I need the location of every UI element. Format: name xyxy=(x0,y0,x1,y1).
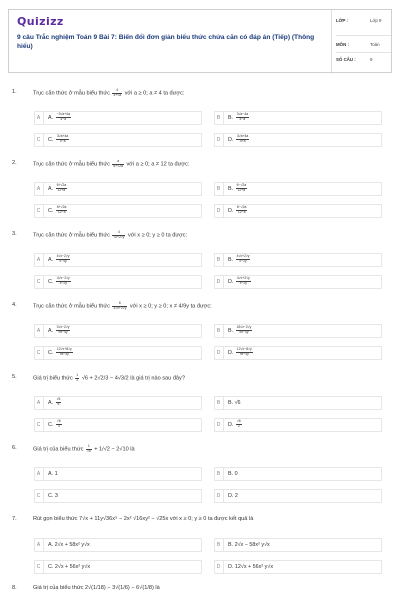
numerator: √6 xyxy=(56,397,61,402)
option-text xyxy=(48,346,74,360)
option-label: C. xyxy=(48,279,55,285)
option-label: B. xyxy=(228,115,235,121)
question-prefix: Trục căn thức ở mẫu biểu thức xyxy=(33,90,112,97)
denominator: x−4y xyxy=(59,259,67,264)
option-d[interactable] xyxy=(214,418,382,432)
denominator: 2 xyxy=(76,377,79,382)
option-a[interactable] xyxy=(34,182,202,196)
numerator: 4√x−2√y xyxy=(56,254,70,259)
option-text xyxy=(228,133,250,147)
option-c[interactable] xyxy=(34,560,202,574)
question-text xyxy=(33,374,185,382)
option-text xyxy=(228,111,250,125)
option-letter: C xyxy=(34,204,44,218)
fraction xyxy=(236,206,248,214)
denominator: 12+a xyxy=(57,188,66,193)
option-text xyxy=(228,253,251,267)
option-text xyxy=(228,346,254,360)
option-label: A. xyxy=(48,328,55,334)
numerator: 1 xyxy=(76,373,79,377)
question-prefix: Giá trị của biểu thức 2√(1/18) − 3√(1/6) − 6√(1/8) là xyxy=(33,585,160,591)
denominator: 3√x+2√y xyxy=(113,305,127,310)
option-text xyxy=(48,396,62,410)
numerator: 6+√2a xyxy=(56,183,67,188)
fraction xyxy=(56,135,69,143)
option-label: B. xyxy=(228,400,235,406)
option-text xyxy=(48,418,63,432)
numerator: 6−√2a xyxy=(236,205,247,210)
denominator: 6+√2a xyxy=(113,163,123,168)
denominator: 6 xyxy=(57,402,60,407)
option-d[interactable] xyxy=(214,489,382,503)
numerator: a xyxy=(112,160,124,165)
denominator: 4−a xyxy=(239,117,246,122)
option-value: √6 xyxy=(234,400,241,406)
header-divider xyxy=(331,10,332,74)
option-text xyxy=(48,467,58,481)
option-c[interactable] xyxy=(34,346,202,360)
option-value: 1 xyxy=(54,471,58,477)
question-suffix: với x ≥ 0; y ≥ 0 ta được: xyxy=(126,232,188,239)
option-label: C. xyxy=(48,208,55,214)
option-label: D. xyxy=(228,493,235,499)
option-letter: A xyxy=(34,538,44,552)
fraction xyxy=(112,302,127,310)
numerator: 3√a+4a xyxy=(56,134,69,139)
fraction xyxy=(56,184,68,192)
question-number: 7. xyxy=(12,516,17,522)
fraction xyxy=(112,160,124,168)
option-text xyxy=(228,204,248,218)
option-box[interactable] xyxy=(214,489,382,503)
option-label: B. xyxy=(228,542,235,548)
option-c[interactable] xyxy=(34,204,202,218)
fraction xyxy=(236,113,249,121)
question-text xyxy=(33,585,160,591)
option-d[interactable] xyxy=(214,560,382,574)
option-box[interactable] xyxy=(34,467,202,481)
option-label: B. xyxy=(228,257,235,263)
option-letter: A xyxy=(34,253,44,267)
option-value: 2√x + 58x² y√x xyxy=(54,542,90,548)
option-text xyxy=(48,324,71,338)
option-text xyxy=(48,275,72,289)
option-label: D. xyxy=(228,137,235,143)
option-text xyxy=(228,182,248,196)
option-value: 3 xyxy=(54,493,58,499)
option-a[interactable] xyxy=(34,111,202,125)
option-label: D. xyxy=(228,279,235,285)
fraction xyxy=(86,445,92,453)
option-c[interactable] xyxy=(34,489,202,503)
option-letter: D xyxy=(214,133,224,147)
question-suffix: + 1/√2 − 2√10 là xyxy=(92,446,135,453)
denominator: 12+a xyxy=(237,188,246,193)
question-suffix: với a ≥ 0; a ≠ 12 ta được: xyxy=(124,161,190,168)
denominator: 12−a xyxy=(57,210,66,215)
option-letter: A xyxy=(34,182,44,196)
option-c[interactable] xyxy=(34,133,202,147)
fraction xyxy=(56,420,62,428)
option-letter: A xyxy=(34,396,44,410)
fraction xyxy=(56,277,71,285)
question-prefix: Giá trị biểu thức xyxy=(33,375,75,382)
option-letter: C xyxy=(34,489,44,503)
option-label: D. xyxy=(228,208,235,214)
option-a[interactable] xyxy=(34,538,202,552)
fraction xyxy=(56,113,71,121)
option-letter: C xyxy=(34,275,44,289)
fraction xyxy=(56,326,71,334)
option-letter: B xyxy=(214,324,224,338)
option-d[interactable] xyxy=(214,275,382,289)
question-prefix: Trục căn thức ở mẫu biểu thức xyxy=(33,232,112,239)
denominator: 3+√a xyxy=(113,92,122,97)
question-number: 8. xyxy=(12,585,17,591)
denominator: x−2y xyxy=(239,259,247,264)
fraction xyxy=(56,255,71,263)
denominator: √x+2√y xyxy=(113,234,125,239)
option-b[interactable] xyxy=(214,253,382,267)
option-text xyxy=(48,204,68,218)
denominator: 9x−4y xyxy=(58,330,68,335)
option-d[interactable] xyxy=(214,204,382,218)
question-text xyxy=(33,89,184,97)
denominator: 9x−4y xyxy=(239,330,249,335)
denominator: 9x−4y xyxy=(59,352,69,357)
option-label: D. xyxy=(228,564,235,570)
question-text xyxy=(33,231,187,239)
question-text xyxy=(33,445,135,453)
fraction xyxy=(236,184,248,192)
numerator: 3√a−4a xyxy=(236,112,248,117)
option-letter: B xyxy=(214,396,224,410)
question-prefix: Giá trị của biểu thức xyxy=(33,446,85,453)
option-b[interactable] xyxy=(214,324,382,338)
fraction xyxy=(236,255,251,263)
option-label: A. xyxy=(48,115,55,121)
fraction xyxy=(236,277,251,285)
option-c[interactable] xyxy=(34,275,202,289)
question-number: 5. xyxy=(12,374,17,380)
worksheet-header xyxy=(8,9,392,73)
option-a[interactable] xyxy=(34,396,202,410)
numerator: 1 xyxy=(87,444,90,448)
option-letter: B xyxy=(214,182,224,196)
option-letter: D xyxy=(214,275,224,289)
question-suffix: với a ≥ 0; a ≠ 4 ta được: xyxy=(123,90,185,97)
question-number: 4. xyxy=(12,302,17,308)
denominator: 2 xyxy=(237,424,240,429)
option-text xyxy=(48,182,68,196)
meta-separator xyxy=(336,52,391,53)
option-text xyxy=(48,253,71,267)
option-b[interactable] xyxy=(214,396,382,410)
question-text xyxy=(33,302,212,310)
question-number: 6. xyxy=(12,445,17,451)
numerator: 12√x−8√y xyxy=(236,347,252,352)
denominator: x−2y xyxy=(239,281,247,286)
denominator: 4+a xyxy=(239,139,246,144)
option-label: A. xyxy=(48,400,55,406)
option-text xyxy=(48,560,90,574)
numerator: √6 xyxy=(236,419,241,424)
numerator: 4 xyxy=(112,89,122,94)
option-letter: B xyxy=(214,253,224,267)
option-letter: C xyxy=(34,418,44,432)
option-c[interactable] xyxy=(34,418,202,432)
option-text xyxy=(48,111,72,125)
option-box[interactable] xyxy=(34,489,202,503)
denominator: 12−a xyxy=(237,210,246,215)
quizizz-logo: Quizizz xyxy=(17,15,64,28)
numerator: 4√x+2√y xyxy=(236,276,250,281)
option-label: C. xyxy=(48,422,55,428)
option-b[interactable] xyxy=(214,111,382,125)
option-value: 0 xyxy=(234,471,238,477)
option-b[interactable] xyxy=(214,182,382,196)
option-letter: B xyxy=(214,467,224,481)
question-text xyxy=(33,516,253,522)
option-text xyxy=(228,489,238,503)
option-letter: D xyxy=(214,346,224,360)
fraction xyxy=(236,326,253,334)
option-letter: C xyxy=(34,133,44,147)
question-prefix: Rút gọn biểu thức 7√x + 11y√36x⁵ − 2x² √16xy² − √25x với x ≥ 0; y ≥ 0 ta được kết quả là xyxy=(33,516,254,522)
option-letter: B xyxy=(214,111,224,125)
numerator: −3√a+4a xyxy=(56,112,70,117)
numerator: 12√x+8√y xyxy=(56,347,72,352)
question-prefix: Trục căn thức ở mẫu biểu thức xyxy=(33,303,112,310)
option-letter: C xyxy=(34,560,44,574)
option-d[interactable] xyxy=(214,133,382,147)
fraction xyxy=(236,348,253,356)
option-text xyxy=(48,489,58,503)
option-box[interactable] xyxy=(214,467,382,481)
option-text xyxy=(228,275,252,289)
option-label: B. xyxy=(228,328,235,334)
question-number: 2. xyxy=(12,160,17,166)
numerator: 4√x−2√y xyxy=(56,276,70,281)
denominator: 4−a xyxy=(59,139,66,144)
denominator: √5 xyxy=(86,448,91,453)
option-letter: A xyxy=(34,324,44,338)
option-text xyxy=(48,133,70,147)
option-value: 2√x − 58x² y√x xyxy=(234,542,270,548)
numerator: 6+√2a xyxy=(56,205,67,210)
numerator: 18√x−2√y xyxy=(236,325,252,330)
option-letter: D xyxy=(214,204,224,218)
numerator: 4 xyxy=(112,231,125,236)
fraction xyxy=(56,398,62,406)
question-suffix: √6 + 2√2/3 − 4√3/2 là giá trị nào sau đây? xyxy=(80,375,185,382)
meta-separator xyxy=(336,35,391,36)
option-label: D. xyxy=(228,350,235,356)
question-number: 3. xyxy=(12,231,17,237)
option-label: C. xyxy=(48,564,55,570)
option-text xyxy=(228,324,253,338)
fraction xyxy=(56,206,68,214)
option-b[interactable] xyxy=(214,467,382,481)
worksheet-title: 9 câu Trắc nghiệm Toán 9 Bài 7: Biến đổi đơn giản biểu thức chứa căn có đáp án (Tiếp) (Thông hiểu) xyxy=(17,34,315,50)
option-label: C. xyxy=(48,493,55,499)
option-value: 2√x + 56x² y√x xyxy=(54,564,91,570)
option-letter: D xyxy=(214,560,224,574)
question-prefix: Trục căn thức ở mẫu biểu thức xyxy=(33,161,112,168)
denominator: 4−a xyxy=(60,117,67,122)
option-letter: B xyxy=(214,538,224,552)
option-label: B. xyxy=(228,471,235,477)
option-letter: A xyxy=(34,467,44,481)
option-d[interactable] xyxy=(214,346,382,360)
option-a[interactable] xyxy=(34,324,202,338)
fraction xyxy=(112,231,125,239)
option-label: C. xyxy=(48,137,55,143)
option-letter: D xyxy=(214,418,224,432)
option-letter: A xyxy=(34,111,44,125)
denominator: x−2y xyxy=(59,281,67,286)
numerator: 3√x−2√y xyxy=(56,325,70,330)
option-label: A. xyxy=(48,186,55,192)
numerator: 4√x+2√y xyxy=(236,254,250,259)
option-a[interactable] xyxy=(34,467,202,481)
option-label: C. xyxy=(48,350,55,356)
option-text xyxy=(228,467,238,481)
option-label: A. xyxy=(48,542,55,548)
fraction xyxy=(112,89,122,97)
option-value: 12√x + 56x² y√x xyxy=(234,564,274,570)
numerator: √6 xyxy=(56,419,61,424)
option-text xyxy=(48,538,90,552)
option-value: 2 xyxy=(234,493,238,499)
question-text xyxy=(33,160,189,168)
option-text xyxy=(228,418,243,432)
denominator: 3 xyxy=(57,424,60,429)
numerator: 6 xyxy=(112,302,127,307)
option-a[interactable] xyxy=(34,253,202,267)
numerator: 6−√2a xyxy=(236,183,247,188)
question-suffix: với x ≥ 0; y ≥ 0; x ≠ 4/9y ta được: xyxy=(128,303,212,310)
option-letter: C xyxy=(34,346,44,360)
denominator: 9x−4y xyxy=(239,352,249,357)
option-label: D. xyxy=(228,422,235,428)
meta-panel: LỚP : Lớp 9 MÔN : Toán SỐ CÂU : 9 xyxy=(336,10,391,74)
option-label: A. xyxy=(48,257,55,263)
fraction xyxy=(75,374,79,382)
option-text xyxy=(228,560,273,574)
fraction xyxy=(56,348,73,356)
fraction xyxy=(236,135,249,143)
option-label: A. xyxy=(48,471,55,477)
option-letter: D xyxy=(214,489,224,503)
option-text xyxy=(228,396,241,410)
fraction xyxy=(236,420,242,428)
numerator: 3√a+4a xyxy=(236,134,249,139)
option-text xyxy=(228,538,270,552)
option-b[interactable] xyxy=(214,538,382,552)
question-number: 1. xyxy=(12,89,17,95)
option-label: B. xyxy=(228,186,235,192)
